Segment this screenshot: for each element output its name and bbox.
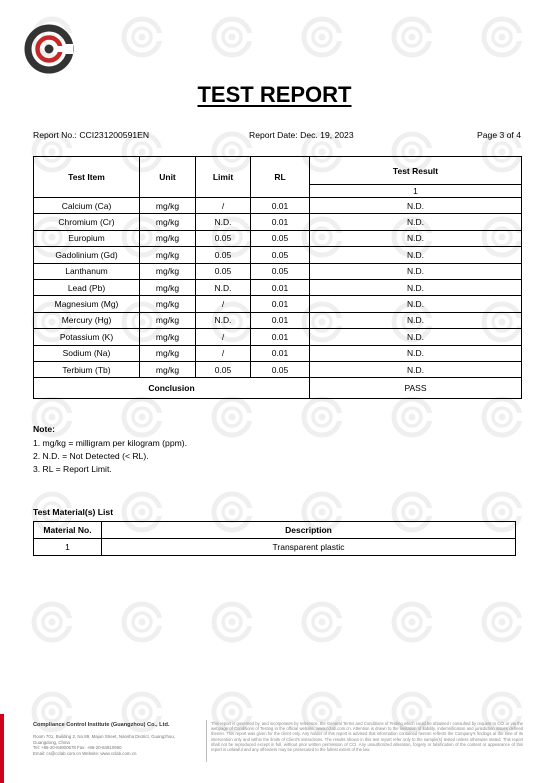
rl-cell: 0.01 [251,345,310,361]
test-item-cell: Gadolinium (Gd) [34,247,140,263]
unit-cell: mg/kg [140,345,196,361]
test-result-cell: N.D. [310,296,522,312]
unit-cell: mg/kg [140,361,196,377]
company-logo [24,24,74,74]
test-result-cell: N.D. [310,312,522,328]
unit-cell: mg/kg [140,279,196,295]
table-row [34,263,522,279]
rl-cell: 0.01 [251,214,310,230]
watermark-icon [210,600,254,644]
rl-cell: 0.01 [251,198,310,214]
test-result-cell: N.D. [310,279,522,295]
rl-cell: 0.01 [251,312,310,328]
test-result-cell: N.D. [310,345,522,361]
note-item: 1. mg/kg = milligram per kilogram (ppm). [33,438,188,448]
unit-cell: mg/kg [140,296,196,312]
rl-cell: 0.01 [251,329,310,345]
note-item: 3. RL = Report Limit. [33,464,112,474]
watermark-icon [210,15,254,59]
col-rl: RL [251,157,310,198]
test-item-cell: Chromium (Cr) [34,214,140,230]
material-no: 1 [34,539,102,556]
limit-cell: N.D. [196,279,251,295]
table-row [34,312,522,328]
test-item-cell: Mercury (Hg) [34,312,140,328]
watermark-icon [390,600,434,644]
test-result-cell: N.D. [310,230,522,246]
limit-cell: N.D. [196,312,251,328]
col-description: Description [102,522,516,539]
report-number: Report No.: CCI231200591EN [33,130,150,140]
watermark-icon [30,600,74,644]
footer-address-line: Guangdong, China [33,739,70,745]
unit-cell: mg/kg [140,312,196,328]
watermark-icon [210,395,254,439]
rl-cell: 0.05 [251,230,310,246]
test-result-cell: N.D. [310,247,522,263]
test-result-cell: N.D. [310,329,522,345]
test-item-cell: Sodium (Na) [34,345,140,361]
watermark-icon [120,600,164,644]
footer-divider [206,720,207,762]
footer-company-name: Compliance Control Institute (Guangzhou) Co., Ltd. [33,722,170,728]
limit-cell: 0.05 [196,263,251,279]
test-result-cell: N.D. [310,198,522,214]
test-item-cell: Magnesium (Mg) [34,296,140,312]
unit-cell: mg/kg [140,230,196,246]
table-row [34,539,516,556]
test-item-cell: Calcium (Ca) [34,198,140,214]
watermark-icon [120,15,164,59]
sample-number: 1 [310,185,522,198]
watermark-icon [480,600,524,644]
rl-cell: 0.05 [251,263,310,279]
page-number: Page 3 of 4 [477,130,521,140]
watermark-icon [480,15,524,59]
watermark-icon [300,15,344,59]
table-row [34,296,522,312]
table-row [34,198,522,214]
footer-accent-bar [0,714,4,783]
table-row [34,247,522,263]
rl-cell: 0.05 [251,361,310,377]
table-row [34,329,522,345]
watermark-icon [300,395,344,439]
footer-contact-line: Tel: +86-20-84800678 Fax: +86-20-84810960 [33,745,122,751]
limit-cell: / [196,329,251,345]
limit-cell: / [196,296,251,312]
footer-company-info [33,722,203,756]
conclusion-label: Conclusion [34,378,310,399]
notes-heading: Note: [33,424,55,434]
col-test-result: Test Result [310,157,522,185]
test-result-cell: N.D. [310,361,522,377]
test-result-cell: N.D. [310,214,522,230]
unit-cell: mg/kg [140,198,196,214]
limit-cell: 0.05 [196,247,251,263]
col-limit: Limit [196,157,251,198]
materials-title: Test Material(s) List [33,507,114,517]
table-row [34,214,522,230]
unit-cell: mg/kg [140,214,196,230]
rl-cell: 0.01 [251,279,310,295]
test-item-cell: Lanthanum [34,263,140,279]
conclusion-value: PASS [310,378,522,399]
notes-section [33,423,187,476]
results-body [34,198,522,378]
col-test-item: Test Item [34,157,140,198]
material-description: Transparent plastic [102,539,516,556]
materials-table [33,521,516,556]
table-row [34,345,522,361]
watermark-icon [390,395,434,439]
footer-address-line: Room 701, Building 2, No.89, Majun Street, Nansha District, Guangzhou, [33,734,176,739]
test-item-cell: Potassium (K) [34,329,140,345]
limit-cell: 0.05 [196,230,251,246]
limit-cell: N.D. [196,214,251,230]
footer-contact-line: Email: cs@cclab.com.cn Website: www.cclab.com.cn [33,750,137,756]
test-item-cell: Europium [34,230,140,246]
footer-disclaimer: This report is governed by, and incorporates by reference, the General Terms and Conditions of Testing which could be obtained / consulted by request to CCI or via the webpage of Conditions of Testing in the official website: www.cclab.com.cn. Attention is drawn to the limitation of liability, indemnification and jurisdiction issues defined therein. This report was given for the client only. Any holder of this report is advised that information contained hereon reflects the Company's findings at the time of its intervention only and within the limits of Client's instructions. The results shown in this test report refer only to the sample(s) tested unless otherwise stated. This report shall not be reproduced except in full, without prior written permission of CCI. Any unauthorized alteration, forgery or falsification of the content or appearance of this report is unlawful and any offenders may be prosecuted to the fullest extent of the law. [211,721,523,753]
test-item-cell: Lead (Pb) [34,279,140,295]
watermark-icon [480,395,524,439]
table-row [34,230,522,246]
watermark-icon [390,15,434,59]
limit-cell: / [196,198,251,214]
report-title: TEST REPORT [197,82,352,107]
table-row [34,279,522,295]
test-results-table [33,156,522,399]
watermark-icon [300,600,344,644]
rl-cell: 0.01 [251,296,310,312]
unit-cell: mg/kg [140,329,196,345]
unit-cell: mg/kg [140,247,196,263]
limit-cell: / [196,345,251,361]
col-unit: Unit [140,157,196,198]
report-date: Report Date: Dec. 19, 2023 [249,130,354,140]
col-material-no: Material No. [34,522,102,539]
table-row [34,361,522,377]
footer-address [33,734,203,756]
limit-cell: 0.05 [196,361,251,377]
unit-cell: mg/kg [140,263,196,279]
rl-cell: 0.05 [251,247,310,263]
test-item-cell: Terbium (Tb) [34,361,140,377]
test-result-cell: N.D. [310,263,522,279]
note-item: 2. N.D. = Not Detected (< RL). [33,451,149,461]
